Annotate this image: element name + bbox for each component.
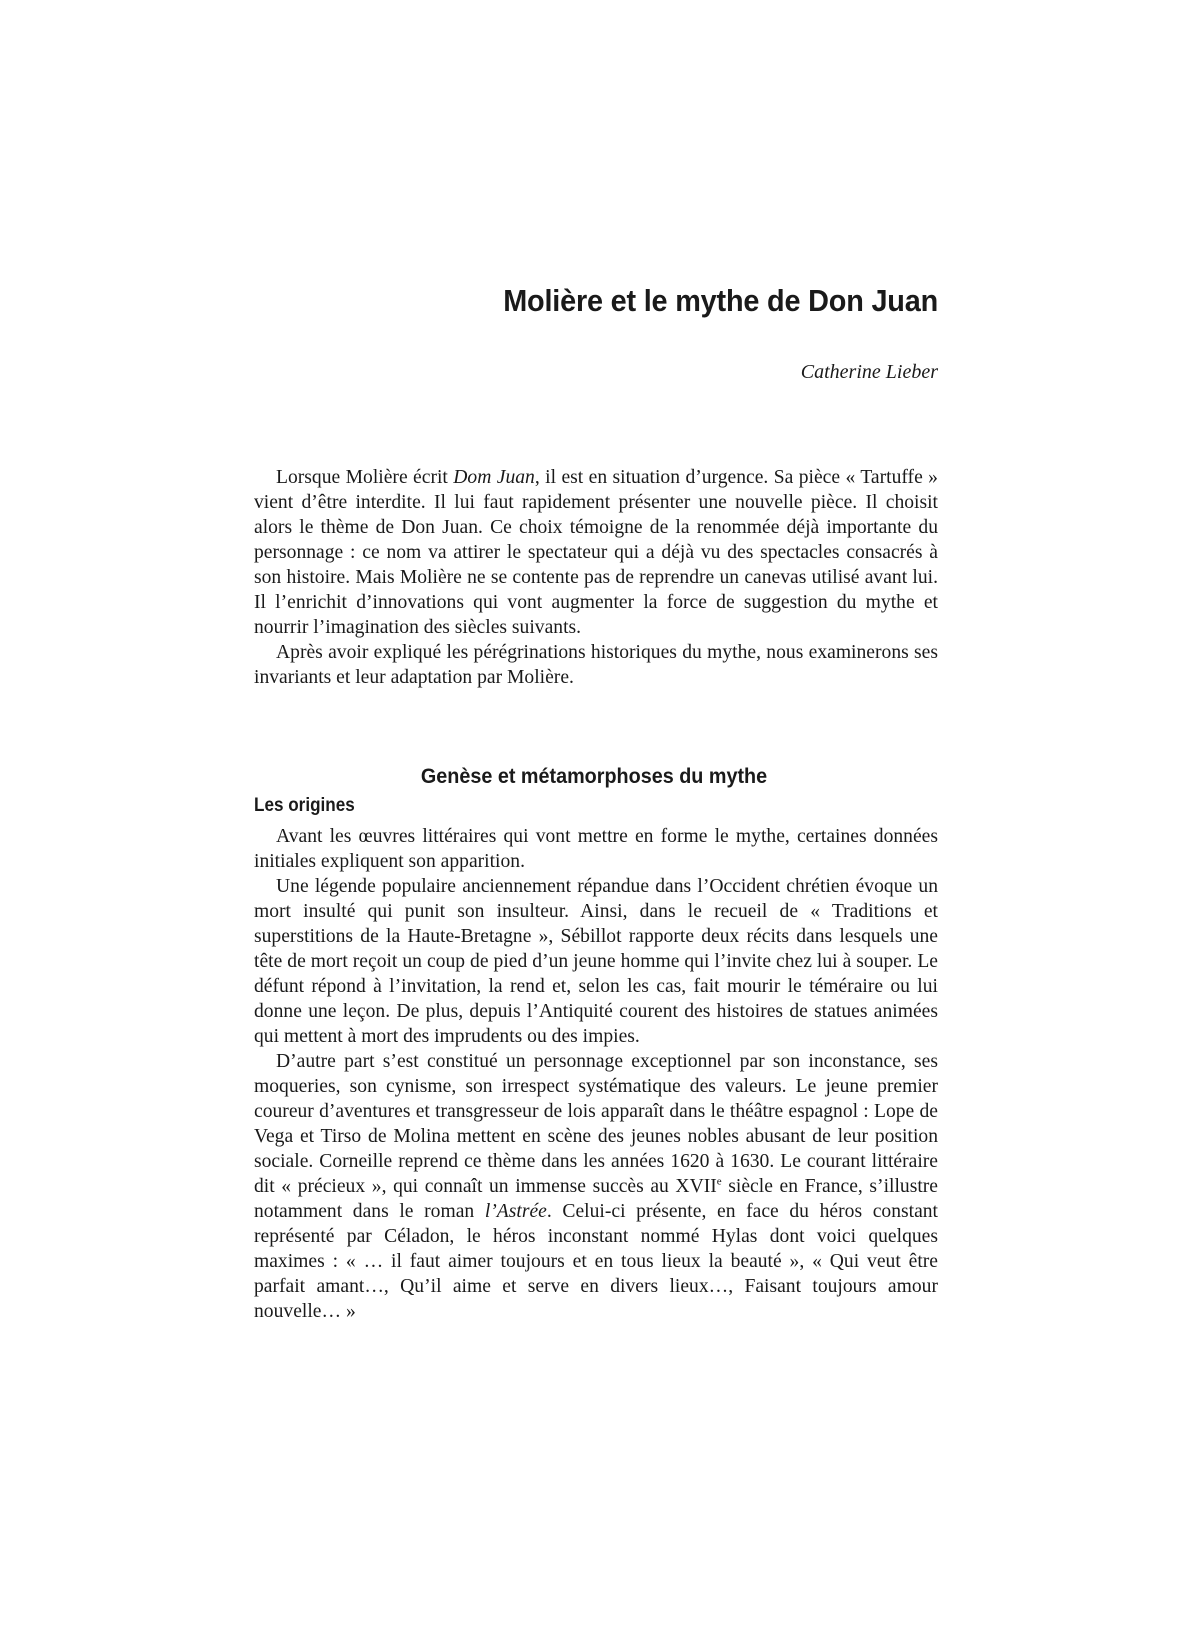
intro-paragraph-2: Après avoir expliqué les pérégrinations historiques du mythe, nous examinerons ses invariants et leur adaptation par Molière. <box>254 642 938 688</box>
origins-p3-novel-title: l’Astrée <box>484 1201 547 1222</box>
section-heading: Genèse et métamorphoses du mythe <box>420 764 768 788</box>
origins-p3-text-3: . Celui-ci présente, en face du héros constant représenté par Céladon, le héros inconstant nommé Hylas dont voici quelques maximes : « … il faut aimer toujours et en tous lieux la beauté », « Qui veut être parfait amant…, Qu’il aime et serve en divers lieux…, Faisant toujours amour nouvelle… » <box>254 1201 939 1322</box>
article-author: Catherine Lieber <box>800 361 938 383</box>
origins-p3-text-1: D’autre part s’est constitué un personnage exceptionnel par son inconstance, ses moqueries, son cynisme, son irrespect systématique des valeurs. Le jeune premier coureur d’aventures et transgresseur de lois apparaît dans le théâtre espagnol : Lope de Vega et Tirso de Molina mettent en scène des jeunes nobles abusant de leur position sociale. Corneille reprend ce thème dans les années 1620 à 1630. Le courant littéraire dit « précieux », qui connaît un immense succès au XVII <box>254 1051 938 1197</box>
origins-paragraph-3 <box>254 1049 938 1324</box>
intro-paragraph-1 <box>254 465 938 640</box>
origins-section <box>254 824 938 1324</box>
intro-p1-text-start: Lorsque Molière écrit <box>276 467 454 488</box>
intro-p1-text-end: , il est en situation d’urgence. Sa pièce « Tartuffe » vient d’être interdite. Il lui faut rapidement présenter une nouvelle pièce. Il choisit alors le thème de Don Juan. Ce choix témoigne de la renommée déjà importante du personnage : ce nom va attirer le spectateur qui a déjà vu des spectacles consacrés à son histoire. Mais Molière ne se contente pas de reprendre un canevas utilisé avant lui. Il l’enrichit d’innovations qui vont augmenter la force de suggestion du mythe et nourrir l’imagination des siècles suivants. <box>254 467 938 638</box>
subsection-heading: Les origines <box>254 795 355 816</box>
intro-p1-play-title: Dom Juan <box>453 467 535 488</box>
article-title: Molière et le mythe de Don Juan <box>503 283 938 318</box>
origins-p3-text-2: siècle en France, s’illustre notamment dans le roman <box>254 1176 938 1222</box>
century-superscript: e <box>716 1175 722 1188</box>
intro-section <box>254 465 938 690</box>
origins-paragraph-1: Avant les œuvres littéraires qui vont mettre en forme le mythe, certaines données initiales expliquent son apparition. <box>254 826 938 872</box>
origins-paragraph-2: Une légende populaire anciennement répandue dans l’Occident chrétien évoque un mort insulté qui punit son insulteur. Ainsi, dans le recueil de « Traditions et superstitions de la Haute-Bretagne », Sébillot rapporte deux récits dans lesquels une tête de mort reçoit un coup de pied d’un jeune homme qui l’invite chez lui à souper. Le défunt répond à l’invitation, la rend et, selon les cas, fait mourir le téméraire ou lui donne une leçon. De plus, depuis l’Antiquité courent des histoires de statues animées qui mettent à mort des imprudents ou des impies. <box>254 876 938 1047</box>
